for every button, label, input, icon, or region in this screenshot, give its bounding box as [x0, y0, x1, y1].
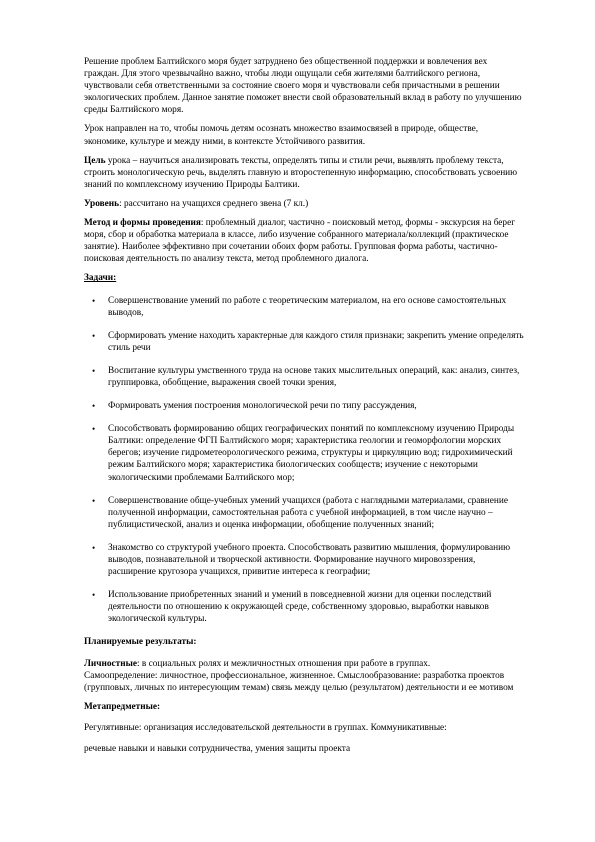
task-text: Сформировать умение находить характерные для каждого стиля признаки; закрепить умение определять стиль речи [108, 330, 524, 353]
tasks-list [84, 295, 524, 626]
level-paragraph [84, 198, 524, 210]
bullet-icon: • [92, 542, 96, 553]
goal-paragraph [84, 155, 524, 191]
tasks-heading [84, 272, 524, 284]
bullet-icon: • [92, 330, 96, 341]
list-item [84, 365, 524, 389]
regulatory-paragraph: Регулятивные: организация исследовательской деятельности в группах. Коммуникативные: [84, 722, 447, 733]
results-heading: Планируемые результаты: [84, 637, 197, 648]
document-body [84, 56, 524, 762]
level-label: Уровень [84, 198, 120, 209]
task-text: Способствовать формированию общих географических понятий по комплексному изучению Природы Балтики: определение ФГП Балтийского моря; характеристика геологии и геоморфологии морских берегов; изучение гидрометеорологического режима, структуры и циркуляцию вод; гидрохимический режим Балтийского моря; характеристика биологических сообществ; изучение с некоторыми экологическими проблемами Балтийского мор; [108, 424, 515, 483]
personal-label: Личностные [84, 658, 137, 669]
bullet-icon: • [92, 495, 96, 506]
list-item [84, 330, 524, 354]
bullet-icon: • [92, 295, 96, 306]
personal-text: : в социальных ролях и межличностных отношения при работе в группах. [136, 658, 431, 669]
intro-paragraph: Решение проблем Балтийского моря будет затруднено без общественной поддержки и вовлечения вех граждан. Для этого чрезвычайно важно, чтобы люди ощущали себя жителями балтийского региона, чувствовали себя ответственными за состояние своего моря и чувствовали себя причастными в решении экологических проблем. Данное занятие поможет внести свой образовательный вклад в работу по улучшению среды Балтийского моря. [84, 57, 522, 116]
purpose-paragraph: Урок направлен на то, чтобы помочь детям осознать множество взаимосвязей в природе, обществе, экономике, культуре и между ними, в контексте Устойчивого развития. [84, 124, 479, 147]
task-text: Воспитание культуры умственного труда на основе таких мыслительных операций, как: анализ, синтез, группировка, обобщение, выражения своей точки зрения, [108, 365, 520, 388]
task-text: Использование приобретенных знаний и умений в повседневной жизни для оценки последствий деятельности по отношению к окружающей среде, собственному здоровью, выработки навыков экологической культуры. [108, 590, 492, 625]
goal-text: урока – научиться анализировать тексты, определять типы и стили речи, выявлять проблему текста, строить монологическую речь, выделять главную и второстепенную информацию, способствовать усвоению знаний по комплексному изучению Природы Балтики. [84, 155, 518, 190]
list-item [84, 400, 524, 412]
task-text: Совершенствование обще-учебных умений учащихся (работа с наглядными материалами, сравнение полученной информации, самостоятельная работа с учебной информацией, в том числе научно – публицистической, анализ и оценка информации, обобщение полученных знаний; [108, 495, 508, 530]
bullet-icon: • [92, 424, 96, 435]
self-determination-paragraph: Самоопределение: личностное, профессиональное, жизненное. Смыслообразование: разработка проектов (групповых, личных по интересующим темам) связь между целью (результатом) деятельности и ее мотивом [84, 670, 514, 693]
methods-paragraph [84, 217, 524, 265]
task-text: Знакомство со структурой учебного проекта. Способствовать развитию мышления, формулированию выводов, познавательной и творческой активности. Формирование научного мировоззрения, расширение кругозора учащихся, привитие интереса к географии; [108, 542, 511, 578]
bullet-icon: • [92, 590, 96, 601]
list-item [84, 542, 524, 578]
task-text: Совершенствование умений по работе с теоретическим материалом, на его основе самостоятельных выводов, [108, 295, 507, 318]
bullet-icon: • [92, 365, 96, 376]
methods-label: Метод и формы проведения [84, 218, 201, 229]
task-text: Формировать умения построения монологической речи по типу рассуждения, [108, 401, 417, 412]
methods-text: : проблемный диалог, частично - поисковый метод, формы - экскурсия на берег моря, сбор и обработка материала в классе, либо изучение собранного материала/коллекций (практическое занятие). Наиболее эффективно при сочетании обоих форм работы. Групповая форма работы, частично-поисковая деятельность по анализу текста, метод проблемного диалога. [84, 218, 516, 265]
speech-skills-paragraph: речевые навыки и навыки сотрудничества, умения защиты проекта [84, 744, 351, 755]
list-item [84, 589, 524, 625]
list-item [84, 423, 524, 483]
list-item [84, 295, 524, 319]
tasks-heading-text: Задачи: [84, 273, 117, 284]
list-item [84, 495, 524, 531]
metasubject-heading: Метапредметные: [84, 701, 161, 712]
personal-paragraph [84, 658, 524, 670]
level-text: : рассчитано на учащихся среднего звена (7 кл.) [119, 198, 309, 209]
goal-label: Цель [84, 155, 106, 166]
bullet-icon: • [92, 401, 96, 412]
